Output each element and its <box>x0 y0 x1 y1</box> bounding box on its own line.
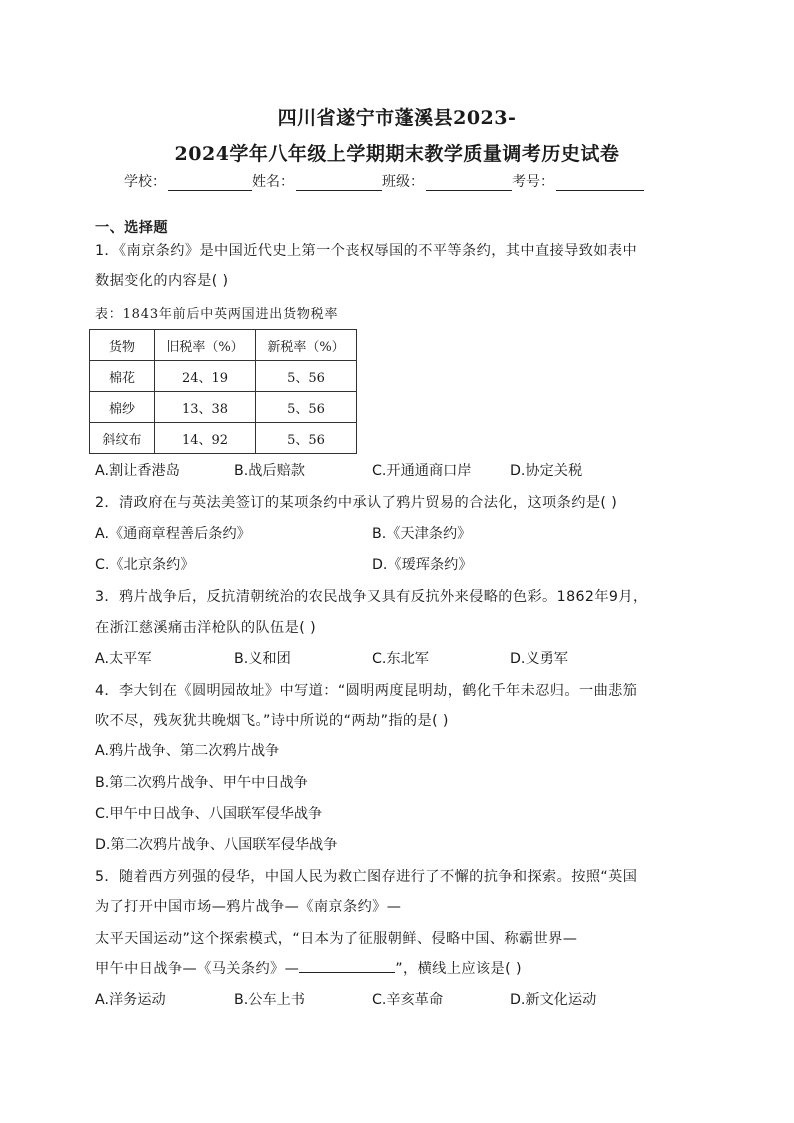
q4-option-b[interactable]: B.第二次鸦片战争、甲午中日战争 <box>95 775 308 791</box>
table-header-cell: 新税率（%） <box>256 330 357 361</box>
student-info-row <box>124 171 644 191</box>
q5-text-line4-start: 甲午中日战争—《马关条约》— <box>95 961 300 977</box>
tax-rate-table <box>89 329 357 454</box>
table-row <box>90 392 357 423</box>
class-blank[interactable] <box>426 174 512 191</box>
q1-option-c[interactable]: C.开通通商口岸 <box>372 463 472 479</box>
school-label: 学校： <box>124 174 166 190</box>
q2-option-d[interactable]: D.《瑷珲条约》 <box>372 557 473 573</box>
q3-option-b[interactable]: B.义和团 <box>234 651 291 667</box>
name-label: 姓名： <box>252 174 294 190</box>
q5-text-line1: 5．随着西方列强的侵华，中国人民为救亡图存进行了不懈的抗争和探索。按照“英国 <box>95 869 638 885</box>
q4-option-c[interactable]: C.甲午中日战争、八国联军侵华战争 <box>95 806 323 822</box>
exam-number-blank[interactable] <box>556 174 644 191</box>
q1-text-line2: 数据变化的内容是( ) <box>95 273 229 289</box>
q1-option-d[interactable]: D.协定关税 <box>510 463 583 479</box>
table-cell: 5、56 <box>256 423 357 454</box>
q5-text-line4-end: ”，横线上应该是( ) <box>395 961 522 977</box>
title-line-1: 四川省遂宁市蓬溪县2023- <box>277 107 517 129</box>
q5-option-d[interactable]: D.新文化运动 <box>510 992 597 1008</box>
table-cell: 棉花 <box>90 361 155 392</box>
table-cell: 5、56 <box>256 361 357 392</box>
q2-option-b[interactable]: B.《天津条约》 <box>372 526 472 542</box>
q3-text-line1: 3．鸦片战争后，反抗清朝统治的农民战争又具有反抗外来侵略的色彩。1862年9月， <box>95 589 648 605</box>
table-header-cell: 旧税率（%） <box>155 330 256 361</box>
table-cell: 棉纱 <box>90 392 155 423</box>
q4-text-line2: 吹不尽，残灰犹共晚烟飞。”诗中所说的“两劫”指的是( ) <box>95 713 449 729</box>
q5-option-a[interactable]: A.洋务运动 <box>95 992 166 1008</box>
table-row <box>90 361 357 392</box>
q1-table-caption: 表：1843年前后中英两国进出货物税率 <box>95 307 339 322</box>
school-blank[interactable] <box>168 174 252 191</box>
table-header-row <box>90 330 357 361</box>
q5-text-line2: 为了打开中国市场—鸦片战争—《南京条约》— <box>95 899 402 915</box>
table-cell: 13、38 <box>155 392 256 423</box>
table-cell: 14、92 <box>155 423 256 454</box>
q5-text-line4 <box>95 958 522 978</box>
q5-text-line3: 太平天国运动”这个探索模式，“日本为了征服朝鲜、侵略中国、称霸世界— <box>95 931 578 947</box>
q3-text-line2: 在浙江慈溪痛击洋枪队的队伍是( ) <box>95 620 317 636</box>
table-row <box>90 423 357 454</box>
q2-option-c[interactable]: C.《北京条约》 <box>95 557 195 573</box>
q2-text-line1: 2．清政府在与英法美签订的某项条约中承认了鸦片贸易的合法化，这项条约是( ) <box>95 495 618 511</box>
table-cell: 24、19 <box>155 361 256 392</box>
section-title: 一、选择题 <box>95 220 168 236</box>
exam-number-label: 考号： <box>512 174 554 190</box>
table-cell: 5、56 <box>256 392 357 423</box>
table-cell: 斜纹布 <box>90 423 155 454</box>
q3-option-d[interactable]: D.义勇军 <box>510 651 568 667</box>
name-blank[interactable] <box>296 174 382 191</box>
class-label: 班级： <box>382 174 424 190</box>
q1-option-b[interactable]: B.战后赔款 <box>234 463 305 479</box>
q1-option-a[interactable]: A.割让香港岛 <box>95 463 180 479</box>
title-line-2: 2024学年八年级上学期期末教学质量调考历史试卷 <box>174 143 620 165</box>
q1-text-line1: 1．《南京条约》是中国近代史上第一个丧权辱国的不平等条约，其中直接导致如表中 <box>95 243 638 259</box>
q3-option-c[interactable]: C.东北军 <box>372 651 429 667</box>
q3-option-a[interactable]: A.太平军 <box>95 651 152 667</box>
table-header-cell: 货物 <box>90 330 155 361</box>
q5-option-b[interactable]: B.公车上书 <box>234 992 305 1008</box>
q2-option-a[interactable]: A.《通商章程善后条约》 <box>95 526 251 542</box>
q4-option-d[interactable]: D.第二次鸦片战争、八国联军侵华战争 <box>95 837 338 853</box>
q5-answer-blank[interactable] <box>299 958 395 973</box>
q5-option-c[interactable]: C.辛亥革命 <box>372 992 444 1008</box>
q4-text-line1: 4．李大钊在《圆明园故址》中写道：“圆明两度昆明劫，鹤化千年未忍归。一曲悲笳 <box>95 683 638 699</box>
q4-option-a[interactable]: A.鸦片战争、第二次鸦片战争 <box>95 743 280 759</box>
